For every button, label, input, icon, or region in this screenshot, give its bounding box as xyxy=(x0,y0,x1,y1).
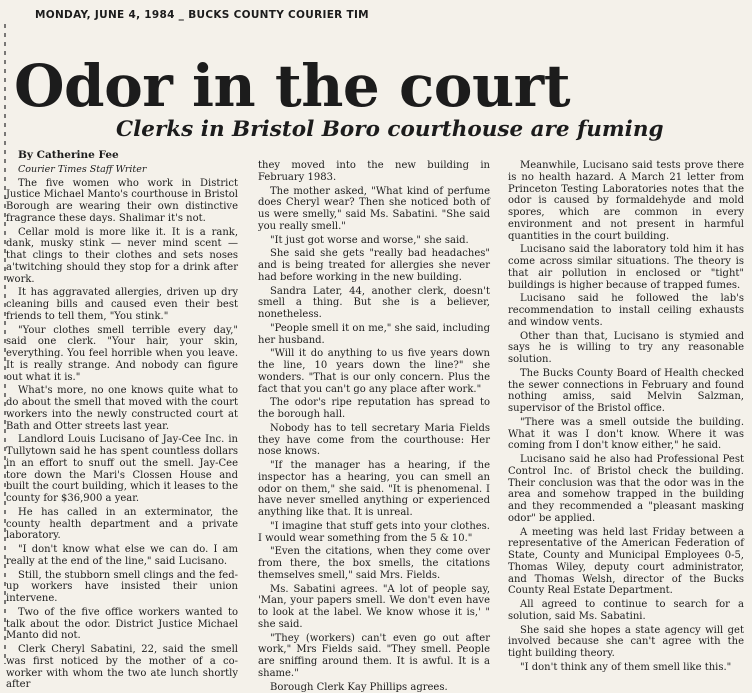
column-2 xyxy=(258,160,490,680)
paragraph: Lucisano said he also had Professional Pest Control Inc. of Bristol check the building. Their conclusion was that the odor was in the area and somehow trapped in the building and they recommended a "pleasant masking odor" be applied. xyxy=(508,454,744,525)
column-1-body xyxy=(6,178,238,692)
headline: Odor in the court xyxy=(14,56,570,116)
paragraph: Landlord Louis Lucisano of Jay-Cee Inc. in Tullytown said he has spent countless dollars in an effort to snuff out the smell. Jay-Cee tore down the Mari's Clossen House and built the court building, which it leases to the county for $36,900 a year. xyxy=(6,434,238,505)
paragraph: "I don't think any of them smell like this." xyxy=(508,662,744,674)
dateline: MONDAY, JUNE 4, 1984 _ BUCKS COUNTY COURIER TIM xyxy=(35,9,369,21)
paragraph: Nobody has to tell secretary Maria Fields they have come from the courthouse: Her nose knows. xyxy=(258,423,490,458)
paragraph: "If the manager has a hearing, if the inspector has a hearing, you can smell an odor on them," she said. "It is phenomenal. I have never smelled anything or experienced anything like that. It is unreal. xyxy=(258,460,490,519)
deck-headline: Clerks in Bristol Boro courthouse are fuming xyxy=(116,117,664,142)
paragraph: All agreed to continue to search for a solution, said Ms. Sabatini. xyxy=(508,599,744,623)
column-3 xyxy=(508,160,744,680)
column-3-body xyxy=(508,160,744,674)
paragraph: "They (workers) can't even go out after work," Mrs Fields said. "They smell. People are sniffing around them. It is awful. It is a shame." xyxy=(258,633,490,680)
paragraph: The odor's ripe reputation has spread to the borough hall. xyxy=(258,397,490,421)
paragraph: "People smell it on me," she said, including her husband. xyxy=(258,323,490,347)
paragraph: Cellar mold is more like it. It is a rank, dank, musky stink — never mind scent — that clings to their clothes and sets noses a'twitching should they stop for a drink after work. xyxy=(6,227,238,286)
paragraph: She said she gets "really bad headaches" and is being treated for allergies she never had before working in the new building. xyxy=(258,248,490,283)
paragraph: Ms. Sabatini agrees. "A lot of people say, 'Man, your papers smell. We don't even have to look at the label. We know whose it is,' " she said. xyxy=(258,584,490,631)
paragraph: "I imagine that stuff gets into your clothes. I would wear something from the 5 & 10." xyxy=(258,521,490,545)
paragraph: Lucisano said he followed the lab's recommendation to install ceiling exhausts and window vents. xyxy=(508,293,744,328)
paragraph: The five women who work in District Justice Michael Manto's courthouse in Bristol Borough are wearing their own distinctive fragrance these days. Shalimar it's not. xyxy=(6,178,238,225)
paragraph: A meeting was held last Friday between a representative of the American Federation of State, County and Municipal Employees 0-5, Thomas Wiley, deputy court administrator, and Thomas Welsh, director of the Bucks County Real Estate Department. xyxy=(508,527,744,598)
paragraph: Borough Clerk Kay Phillips agrees. xyxy=(258,682,490,693)
paragraph: Two of the five office workers wanted to talk about the odor. District Justice Michael Manto did not. xyxy=(6,607,238,642)
paragraph: Other than that, Lucisano is stymied and says he is willing to try any reasonable solution. xyxy=(508,331,744,366)
byline: By Catherine Fee xyxy=(6,150,238,162)
paragraph: "I don't know what else we can do. I am really at the end of the line," said Lucisano. xyxy=(6,544,238,568)
paragraph: She said she hopes a state agency will get involved because she can't agree with the tight building theory. xyxy=(508,625,744,660)
paragraph: Lucisano said the laboratory told him it has come across similar situations. The theory is that air pollution in enclosed or "tight" buildings is higher because of trapped fumes. xyxy=(508,244,744,291)
byline-role: Courier Times Staff Writer xyxy=(6,164,238,176)
paragraph: "It just got worse and worse," she said. xyxy=(258,235,490,247)
paragraph: What's more, no one knows quite what to do about the smell that moved with the court workers into the newly constructed court at Bath and Otter streets last year. xyxy=(6,385,238,432)
paragraph: "Even the citations, when they come over from there, the box smells, the citations themselves smell," said Mrs. Fields. xyxy=(258,546,490,581)
paragraph: "Your clothes smell terrible every day," said one clerk. "Your hair, your skin, everything. You feel horrible when you leave. It is really strange. And nobody can figure out what it is." xyxy=(6,325,238,384)
paragraph: Still, the stubborn smell clings and the fed-up workers have insisted their union intervene. xyxy=(6,570,238,605)
paragraph: Sandra Later, 44, another clerk, doesn't smell a thing. But she is a believer, nonetheless. xyxy=(258,286,490,321)
paragraph: they moved into the new building in February 1983. xyxy=(258,160,490,184)
paragraph: It has aggravated allergies, driven up dry cleaning bills and caused even their best friends to tell them, "You stink." xyxy=(6,287,238,322)
paragraph: The mother asked, "What kind of perfume does Cheryl wear? Then she noticed both of us were smelly," said Ms. Sabatini. "She said you really smell." xyxy=(258,186,490,233)
column-1 xyxy=(6,150,238,670)
column-2-body xyxy=(258,160,490,693)
paragraph: Meanwhile, Lucisano said tests prove there is no health hazard. A March 21 letter from Princeton Testing Laboratories notes that the odor is caused by formaldehyde and mold spores, which are common in every environment and not present in harmful quantities in the court building. xyxy=(508,160,744,242)
paragraph: The Bucks County Board of Health checked the sewer connections in February and found nothing amiss, said Melvin Salzman, supervisor of the Bristol office. xyxy=(508,368,744,415)
paragraph: He has called in an exterminator, the county health department and a private laboratory. xyxy=(6,507,238,542)
paragraph: "There was a smell outside the building. What it was I don't know. Where it was coming from I don't know either," he said. xyxy=(508,417,744,452)
paragraph: Clerk Cheryl Sabatini, 22, said the smell was first noticed by the mother of a co-worker with whom the two ate lunch shortly after xyxy=(6,644,238,691)
paragraph: "Will it do anything to us five years down the line, 10 years down the line?" she wonders. "That is our only concern. Plus the fact that you can't go any place after work." xyxy=(258,348,490,395)
